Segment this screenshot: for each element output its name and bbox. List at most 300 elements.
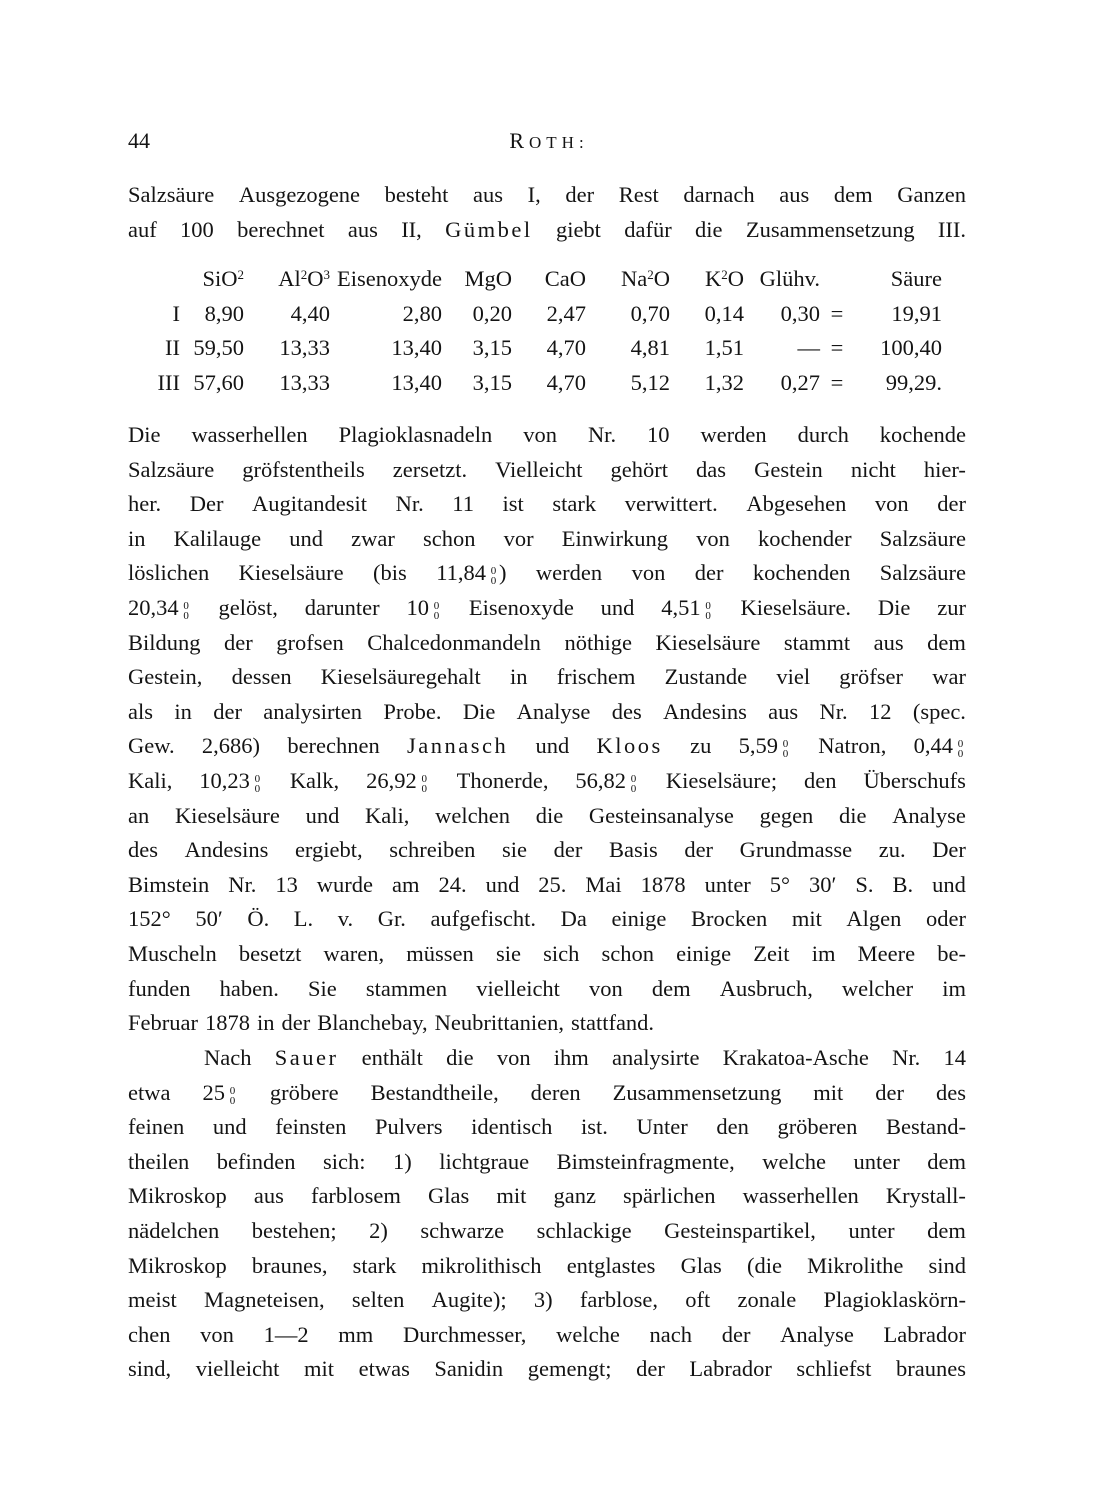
text-line <box>128 833 966 868</box>
word: durch <box>797 422 849 447</box>
text-line <box>128 626 966 661</box>
word: waren, <box>323 940 385 966</box>
table-cell: 3,15 <box>472 335 512 361</box>
word: ergiebt, <box>294 837 363 863</box>
word: schwarze <box>420 1217 505 1243</box>
table-cell: 0,20 <box>472 300 512 326</box>
word: Blanchebay, <box>317 1010 428 1036</box>
word: I, <box>527 182 541 207</box>
table-cell: = <box>830 369 844 395</box>
table-cell: 4,70 <box>546 369 586 395</box>
word: der <box>213 698 242 724</box>
table-cell: 8,90 <box>204 300 244 326</box>
table-cell: 3,15 <box>472 369 512 395</box>
word: des <box>935 1079 966 1105</box>
percent-glyph: 0 0 <box>490 565 497 588</box>
word: spärlichen <box>623 1183 716 1209</box>
word: Kieselsäuregehalt <box>320 664 481 690</box>
word: 5° <box>769 871 791 897</box>
word: Natron, <box>818 733 887 759</box>
word: bestehen; <box>251 1217 337 1243</box>
word: und <box>305 802 340 828</box>
word: 12 <box>868 698 892 724</box>
word: Bestand- <box>886 1114 966 1140</box>
word: Krakatoa-Asche <box>722 1045 869 1070</box>
word: im <box>811 940 836 966</box>
word: des <box>128 837 158 863</box>
word: nädelchen <box>128 1217 220 1243</box>
word: Zusammensetzung <box>612 1079 782 1105</box>
page-header <box>128 128 970 158</box>
word: löslichen <box>128 560 210 586</box>
word: Analyse <box>780 1321 854 1347</box>
word: 13 <box>275 871 298 897</box>
word: der <box>684 837 714 863</box>
column-header: CaO <box>544 266 586 292</box>
running-head-text: ROTH: <box>509 128 589 153</box>
text-line <box>128 660 966 695</box>
text-line <box>128 1041 966 1076</box>
word: Sauer <box>274 1045 339 1070</box>
word: Augitandesit <box>252 491 367 517</box>
column-header: $Al^2O^3$ <box>278 266 330 292</box>
word: nicht <box>850 456 896 482</box>
word: den <box>716 1114 749 1140</box>
word: 20,34 0 0 <box>128 591 192 626</box>
text-line <box>128 1179 966 1214</box>
column-header: Säure <box>890 266 942 292</box>
word: mit <box>496 1183 527 1209</box>
word: Mikrolithe <box>807 1252 904 1278</box>
word: Labrador <box>883 1321 966 1347</box>
word: aus <box>779 182 810 207</box>
word: wasserhellen <box>191 422 308 447</box>
word: enthält <box>361 1045 423 1070</box>
table-body <box>128 297 942 401</box>
word: Nr. <box>892 1045 921 1070</box>
word: Gestein <box>754 456 823 482</box>
table-cell: 5,12 <box>630 369 670 395</box>
word: Die <box>877 594 911 620</box>
word: dem <box>833 182 873 207</box>
word: in <box>509 664 528 690</box>
word: mm <box>338 1321 374 1347</box>
table-cell: 13,33 <box>279 335 330 361</box>
word: besetzt <box>238 940 302 966</box>
word: und <box>932 871 966 897</box>
word: werden <box>700 422 767 447</box>
percent-glyph: 0 0 <box>254 772 261 795</box>
word: aufgefischt. <box>430 906 537 932</box>
intro-paragraph <box>128 178 966 247</box>
word: sie <box>502 837 528 863</box>
word: von <box>523 422 557 447</box>
text-line <box>128 178 966 213</box>
word: Ausbruch, <box>719 975 813 1001</box>
table-cell: 13,40 <box>391 369 442 395</box>
word: von <box>874 491 909 517</box>
word: Analyse <box>892 802 966 828</box>
percent-glyph: 0 0 <box>630 772 637 795</box>
word: der <box>937 491 966 517</box>
word: Thonerde, <box>456 767 549 793</box>
word: gröfstentheils <box>242 456 365 482</box>
column-header: MgO <box>464 266 512 292</box>
word: Kieselsäure <box>655 629 761 655</box>
word: Labrador <box>689 1356 772 1382</box>
table-cell: 0,27 <box>780 369 820 395</box>
word: 25 0 0 <box>202 1076 238 1111</box>
word: Kieselsäure <box>238 560 344 586</box>
word: den <box>804 767 837 793</box>
word: Salzsäure <box>879 560 966 586</box>
text-line <box>128 591 966 626</box>
word: Abgesehen <box>746 491 847 517</box>
word: Bimstein <box>128 871 210 897</box>
word: sind, <box>128 1356 172 1382</box>
word: B. <box>892 871 914 897</box>
word: Algen <box>846 906 902 932</box>
word: Probe. <box>383 698 442 724</box>
word: mit <box>304 1356 335 1382</box>
word: welche <box>556 1321 620 1347</box>
word: analysirte <box>612 1045 700 1070</box>
word: haben. <box>219 975 279 1001</box>
word: farblosem <box>310 1183 401 1209</box>
word: funden <box>128 975 191 1001</box>
table-cell: 100,40 <box>880 335 942 361</box>
word: sie <box>495 940 521 966</box>
word: Nr. <box>819 698 848 724</box>
table-header-row <box>128 262 942 297</box>
table-cell: 4,70 <box>546 335 586 361</box>
word: Die <box>128 422 161 447</box>
text-line <box>128 729 966 764</box>
text-line <box>128 1318 966 1353</box>
text-line <box>128 902 966 937</box>
table-cell: 13,33 <box>279 369 330 395</box>
word: Glas <box>428 1183 470 1209</box>
column-header <box>820 262 854 297</box>
word: aus <box>873 629 904 655</box>
word: dessen <box>231 664 292 690</box>
text-line <box>128 764 966 799</box>
word: vielleicht <box>476 975 560 1001</box>
word: stark <box>552 491 597 517</box>
word: 2) <box>369 1217 388 1243</box>
word: Gew. <box>128 733 175 759</box>
word: die <box>695 216 723 242</box>
word: gröfser <box>839 664 904 690</box>
table-row <box>128 331 942 366</box>
percent-glyph: 0 0 <box>183 599 189 622</box>
word: von <box>631 560 666 586</box>
word: (bis <box>373 560 407 586</box>
column-header: Eisenoxyde <box>337 266 442 292</box>
word: giebt <box>555 216 601 242</box>
word: 1878 <box>640 871 686 897</box>
word: sich <box>543 940 580 966</box>
word: dafür <box>624 216 672 242</box>
word: stammt <box>783 629 851 655</box>
word: Kalk, <box>289 767 340 793</box>
word: Grundmasse <box>739 837 853 863</box>
word: von <box>696 525 730 551</box>
word: selten <box>351 1287 405 1313</box>
word: mikrolithisch <box>421 1252 542 1278</box>
word: dem <box>927 1148 966 1174</box>
table-cell: 4,40 <box>290 300 330 326</box>
word: braunes <box>895 1356 966 1382</box>
word: wasserhellen <box>742 1183 859 1209</box>
word: v. <box>337 906 354 932</box>
word: der <box>721 1321 751 1347</box>
word: Salzsäure <box>128 182 215 207</box>
word: Zeit <box>753 940 790 966</box>
table-row <box>128 297 942 332</box>
word: (die <box>746 1252 782 1278</box>
word: Kieselsäure. <box>740 594 852 620</box>
text-line <box>128 937 966 972</box>
text-line <box>128 799 966 834</box>
word: Plagioklaskörn- <box>823 1287 966 1313</box>
word: besteht <box>384 182 449 207</box>
word: darnach <box>683 182 755 207</box>
word: schlackige <box>536 1217 632 1243</box>
word: II, <box>401 216 422 242</box>
word: und <box>212 1114 247 1140</box>
percent-glyph: 0 0 <box>433 599 440 622</box>
text-line <box>128 1352 966 1387</box>
word: ist. <box>580 1114 608 1140</box>
word: grofsen <box>276 629 344 655</box>
word: dem <box>651 975 691 1001</box>
word: ihm <box>553 1045 589 1070</box>
word: Andesins <box>663 698 747 724</box>
table-cell: 13,40 <box>391 335 442 361</box>
word: Sie <box>308 975 337 1001</box>
word: die <box>535 802 564 828</box>
word: Mai <box>585 871 622 897</box>
text-line <box>128 453 966 488</box>
word: gröberen <box>777 1114 858 1140</box>
word: Plagioklasnadeln <box>338 422 493 447</box>
table-cell: 1,51 <box>704 335 744 361</box>
text-line <box>128 1214 966 1249</box>
word: und <box>535 733 570 759</box>
text-line <box>128 522 966 557</box>
word: 1) <box>392 1148 412 1174</box>
word: gröbere <box>269 1079 339 1105</box>
word: kochender <box>757 525 852 551</box>
word: III. <box>937 216 966 242</box>
word: 50′ <box>195 906 223 932</box>
word: Zusammensetzung <box>745 216 915 242</box>
word: schliefst <box>796 1356 872 1382</box>
word: theilen <box>128 1148 190 1174</box>
word: chen <box>128 1321 171 1347</box>
text-line <box>128 1249 966 1284</box>
word: werden <box>535 560 603 586</box>
text-line <box>128 418 966 453</box>
word: Ö. <box>247 906 270 932</box>
word: 11,84 0 0 ) <box>436 560 507 588</box>
word: Der <box>932 837 966 863</box>
word: 5,59 0 0 <box>739 729 791 764</box>
word: einige <box>611 906 667 932</box>
word: Salzsäure <box>879 525 966 551</box>
column-header: Na$^2$O <box>621 266 670 292</box>
word: zersetzt. <box>392 456 468 482</box>
word: 2,686) <box>201 733 261 759</box>
word: Mikroskop <box>128 1252 227 1278</box>
table-cell: 99,29. <box>885 369 942 395</box>
page-number: 44 <box>128 128 150 153</box>
table-cell: 4,81 <box>630 335 670 361</box>
word: verwittert. <box>624 491 718 517</box>
word: Meere <box>857 940 916 966</box>
word: in <box>256 1010 275 1036</box>
percent-glyph: 0 0 <box>782 738 789 761</box>
word: vielleicht <box>195 1356 280 1382</box>
word: und <box>485 871 520 897</box>
word: aus <box>253 1183 284 1209</box>
word: befinden <box>216 1148 296 1174</box>
word: welcher <box>841 975 914 1001</box>
word: Nach <box>204 1045 252 1070</box>
word: Vielleicht <box>495 456 583 482</box>
word: Da <box>560 906 587 932</box>
table-cell: 0,30 <box>780 300 820 326</box>
word: in <box>128 525 146 551</box>
word: hier- <box>923 456 966 482</box>
word: lichtgraue <box>439 1148 530 1174</box>
word: aus <box>473 182 504 207</box>
percent-glyph: 0 0 <box>705 599 711 622</box>
word: der <box>694 560 724 586</box>
column-header: SiO$^2$ <box>202 266 244 292</box>
text-line <box>128 556 966 591</box>
word: berechnet <box>237 216 325 242</box>
word: 25. <box>538 871 567 897</box>
analysis-table <box>128 262 942 400</box>
word: Nr. <box>395 491 424 517</box>
word: schon <box>422 525 476 551</box>
word: 14 <box>943 1045 966 1070</box>
percent-glyph: 0 0 <box>957 738 964 761</box>
word: zu <box>690 733 712 759</box>
word: Basis <box>608 837 658 863</box>
word: stammen <box>365 975 448 1001</box>
word: wurde <box>316 871 374 897</box>
word: 100 <box>180 216 214 242</box>
word: etwas <box>358 1356 410 1382</box>
word: Überschufs <box>863 767 966 793</box>
text-line <box>128 1076 966 1111</box>
word: Rest <box>618 182 659 207</box>
word: war <box>932 664 966 690</box>
word: gelöst, <box>218 594 278 620</box>
word: Ausgezogene <box>238 182 361 207</box>
word: Der <box>189 491 224 517</box>
text-line <box>128 1145 966 1180</box>
word: Die <box>462 698 496 724</box>
word: Muscheln <box>128 940 217 966</box>
word: ganz <box>553 1183 596 1209</box>
word: Augite); <box>431 1287 507 1313</box>
word: berechnen <box>287 733 380 759</box>
word: Gr. <box>377 906 406 932</box>
word: Kloos <box>596 733 663 759</box>
word: der <box>553 837 583 863</box>
word: zu. <box>878 837 906 863</box>
word: Kali, <box>365 802 410 828</box>
word: in <box>174 698 192 724</box>
word: 0,44 0 0 <box>914 729 966 764</box>
word: 26,92 0 0 <box>366 764 430 799</box>
table-cell: 2,47 <box>546 300 586 326</box>
column-header <box>128 262 180 297</box>
word: Kali, <box>128 767 173 793</box>
word: meist <box>128 1287 177 1313</box>
word: nöthige <box>564 629 632 655</box>
word: das <box>696 456 727 482</box>
word: unter <box>848 1217 895 1243</box>
word: Krystall- <box>885 1183 966 1209</box>
word: entglastes <box>566 1252 656 1278</box>
word: L. <box>293 906 314 932</box>
word: Kalilauge <box>173 525 262 551</box>
word: die <box>839 802 867 828</box>
word: Unter <box>636 1114 688 1140</box>
paragraph-2 <box>128 1041 966 1387</box>
word: Glas <box>680 1252 722 1278</box>
word: welche <box>762 1148 826 1174</box>
column-header: Glühv. <box>759 266 820 292</box>
word: Jannasch <box>407 733 509 759</box>
word: der <box>224 629 253 655</box>
word: an <box>128 802 150 828</box>
word: zonale <box>737 1287 797 1313</box>
word: und <box>600 594 635 620</box>
word: Sanidin <box>434 1356 504 1382</box>
word: feinen <box>128 1114 185 1140</box>
word: 56,82 0 0 <box>575 764 639 799</box>
text-line <box>128 213 966 248</box>
word: Magneteisen, <box>204 1287 325 1313</box>
word: Februar <box>128 1010 198 1036</box>
word: mit <box>791 906 822 932</box>
paragraph-1 <box>128 418 966 1041</box>
word: einige <box>676 940 732 966</box>
table-cell: 2,80 <box>402 300 442 326</box>
word: Gesteinsanalyse <box>588 802 734 828</box>
word: die <box>446 1045 474 1070</box>
text-line <box>128 868 966 903</box>
word: von <box>200 1321 234 1347</box>
word: 1878 <box>204 1010 250 1036</box>
word: des <box>611 698 642 724</box>
word: 30′ <box>808 871 837 897</box>
word: sind <box>928 1252 966 1278</box>
table-cell: 0,14 <box>704 300 744 326</box>
word: dem <box>927 629 966 655</box>
word: oft <box>685 1287 711 1313</box>
word: auf <box>128 216 157 242</box>
table-row <box>128 366 942 401</box>
text-line <box>128 972 966 1007</box>
word: Eisenoxyde <box>468 594 574 620</box>
